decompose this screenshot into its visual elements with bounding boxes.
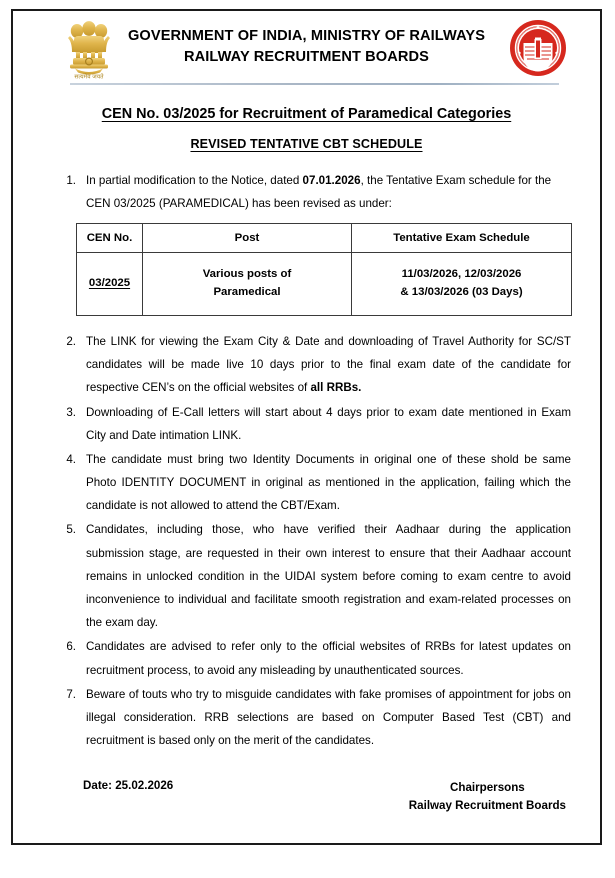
list-item-text: Candidates are advised to refer only to the official websites of RRBs for latest updates on recruitment process, to avoid any misleading by unauthenticated sources.	[86, 640, 571, 677]
list-item-number: 6.	[66, 640, 76, 654]
column-header-post: Post	[143, 223, 352, 252]
signature-line-2: Railway Recruitment Boards	[408, 799, 566, 813]
notice-2-part-a: The LINK for viewing the Exam City & Date and downloading of Travel Authority for SC/ST candidates will be made live 10 days prior to the final exam date of the candidate for respective CEN’s on the official websites of	[86, 334, 571, 395]
footer-date: Date: 25.02.2026	[83, 779, 174, 793]
list-item-number: 7.	[66, 687, 76, 701]
list-item	[58, 330, 571, 400]
signature-line-1: Chairpersons	[450, 781, 525, 795]
schedule-table	[76, 223, 572, 316]
list-item-text	[86, 330, 571, 400]
header-divider-rule	[70, 83, 559, 85]
document-header	[13, 11, 600, 83]
indian-railways-logo-icon	[509, 19, 567, 77]
column-header-cen-no: CEN No.	[77, 223, 143, 252]
list-item-text	[86, 169, 571, 215]
list-item-text: Candidates, including those, who have verified their Aadhaar during the application submission stage, are requested in their own interest to ensure that their Aadhaar account remains in unlocked condition in the UIDAI system before coming to exam centre to avoid inconvenience to individual and facilitate smooth registration and exam-related processes on the exam day.	[86, 523, 571, 630]
title-block	[13, 104, 600, 151]
list-item	[58, 169, 571, 215]
list-item	[58, 635, 571, 681]
list-item	[58, 518, 571, 634]
list-item-number: 3.	[66, 405, 76, 419]
list-item-number: 1.	[66, 173, 76, 187]
notice-2-bold-tail: all RRBs.	[310, 381, 362, 395]
list-item-number: 2.	[66, 334, 76, 348]
column-header-tentative-exam-schedule: Tentative Exam Schedule	[352, 223, 572, 252]
notice-1-part-b: , the Tentative Exam schedule for the CEN 03/2025 (PARAMEDICAL) has been revised as under:	[86, 173, 552, 210]
header-line-2: RAILWAY RECRUITMENT BOARDS	[183, 49, 430, 65]
cell-cen-no	[77, 252, 143, 315]
page-title: CEN No. 03/2025 for Recruitment of Paramedical Categories	[101, 106, 512, 122]
table-header-row	[77, 223, 572, 252]
schedule-line-1: 11/03/2026, 12/03/2026	[401, 268, 522, 281]
cell-post	[143, 252, 352, 315]
page-subtitle: REVISED TENTATIVE CBT SCHEDULE	[190, 136, 423, 151]
list-item-number: 4.	[66, 452, 76, 466]
header-line-1: GOVERNMENT OF INDIA, MINISTRY OF RAILWAYS	[127, 27, 486, 44]
document-page	[11, 9, 602, 845]
post-line-2: Paramedical	[213, 285, 281, 298]
list-item	[58, 448, 571, 518]
schedule-table-container	[58, 223, 571, 316]
notice-1-date: 07.01.2026	[302, 173, 361, 187]
notice-1-part-a: In partial modification to the Notice, dated	[86, 173, 303, 187]
list-item-text: The candidate must bring two Identity Documents in original one of these shold be same Photo IDENTITY DOCUMENT in original as mentioned in the application, failing which the candidate is not allowed to attend the CBT/Exam.	[86, 452, 571, 513]
cell-exam-schedule	[352, 252, 572, 315]
list-item-text: Beware of touts who try to misguide candidates with fake promises of appointment for jobs on illegal consideration. RRB selections are based on Computer Based Test (CBT) and recruitment is based only on the merit of the candidates.	[86, 687, 571, 748]
list-item	[58, 401, 571, 447]
table-row	[77, 252, 572, 315]
state-emblem-of-india-icon	[61, 19, 117, 81]
svg-text:सत्यमेव जयते: सत्यमेव जयते	[74, 74, 104, 81]
list-item-number: 5.	[66, 523, 76, 537]
schedule-line-2: & 13/03/2026 (03 Days)	[400, 285, 523, 298]
list-item-text: Downloading of E-Call letters will start about 4 days prior to exam date mentioned in Exam City and Date intimation LINK.	[86, 405, 571, 442]
list-item	[58, 683, 571, 753]
footer-signature	[409, 779, 566, 815]
notice-body	[13, 169, 600, 753]
document-footer	[13, 779, 600, 815]
cen-no-value: 03/2025	[88, 277, 131, 290]
post-line-1: Various posts of	[202, 268, 292, 281]
